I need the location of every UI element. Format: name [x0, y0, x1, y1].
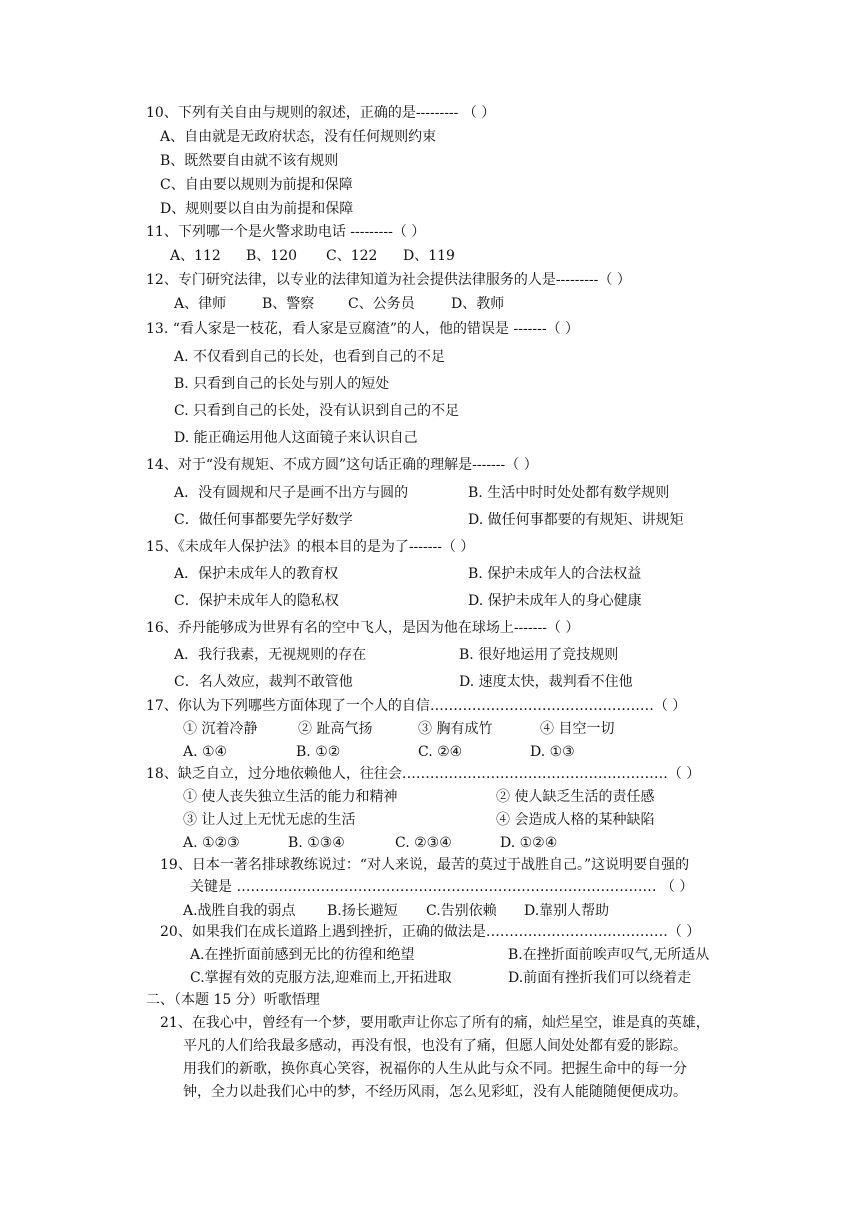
question-17-item-2: ② 趾高气扬: [298, 721, 373, 737]
question-16-option-a: A．我行我素，无视规则的存在: [174, 647, 367, 663]
question-16-stem: 16、乔丹能够成为世界有名的空中飞人，是因为他在球场上-------（ ）: [146, 620, 580, 636]
question-13-option-d: D. 能正确运用他人这面镜子来认识自己: [174, 430, 418, 446]
question-11-option-a: A、112: [170, 248, 221, 264]
question-13-option-c: C. 只看到自己的长处，没有认识到自己的不足: [174, 403, 460, 419]
question-16-option-c: C．名人效应，裁判不敢管他: [174, 674, 353, 690]
question-18-item-1: ① 使人丧失独立生活的能力和精神: [183, 789, 398, 805]
question-21-line-2: 平凡的人们给我最多感动，再没有恨，也没有了痛，但愿人间处处都有爱的影踪。: [183, 1038, 687, 1054]
question-17-item-1: ① 沉着冷静: [183, 721, 258, 737]
question-19-stem-line-1: 19、日本一著名排球教练说过：“对人来说，最苦的莫过于战胜自己。”这说明要自强的: [160, 857, 690, 873]
question-17-stem: 17、你认为下列哪些方面体现了一个人的自信…………………………………………（ ）: [146, 698, 687, 714]
question-13-option-a: A. 不仅看到自己的长处，也看到自己的不足: [174, 349, 446, 365]
question-18-stem: 18、缺乏自立，过分地依赖他人，往往会…………………………………………………（ ）: [146, 766, 701, 782]
question-15-option-b: B. 保护未成年人的合法权益: [468, 566, 642, 582]
question-10-option-d: D、规则要以自由为前提和保障: [160, 201, 354, 217]
question-18-item-2: ② 使人缺乏生活的责任感: [496, 789, 655, 805]
question-12-option-a: A、律师: [174, 296, 227, 312]
question-11-option-c: C、122: [326, 248, 378, 264]
question-10-option-b: B、既然要自由就不该有规则: [160, 153, 339, 169]
question-14-stem: 14、对于“没有规矩、不成方圆”这句话正确的理解是-------（ ）: [146, 457, 538, 473]
question-14-option-d: D. 做任何事都要的有规矩、讲规矩: [468, 512, 684, 528]
question-10-option-a: A、自由就是无政府状态，没有任何规则约束: [160, 129, 437, 145]
question-21-line-1: 21、在我心中，曾经有一个梦，要用歌声让你忘了所有的痛，灿烂星空，谁是真的英雄，: [160, 1015, 710, 1031]
question-16-option-d: D. 速度太快，裁判看不住他: [459, 674, 633, 690]
question-12-option-c: C、公务员: [348, 296, 415, 312]
question-20-option-b: B.在挫折面前唉声叹气,无所适从: [508, 947, 710, 963]
question-19-option-b: B.扬长避短: [327, 903, 398, 919]
question-12-stem: 12、专门研究法律，以专业的法律知道为社会提供法律服务的人是---------（ ）: [146, 272, 631, 288]
question-12-option-d: D、教师: [451, 296, 505, 312]
question-13-option-b: B. 只看到自己的长处与别人的短处: [174, 376, 390, 392]
question-18-option-d: D. ①②④: [500, 835, 558, 851]
question-20-option-a: A.在挫折面前感到无比的彷徨和绝望: [190, 947, 415, 963]
question-14-option-b: B. 生活中时时处处都有数学规则: [468, 485, 670, 501]
question-18-option-b: B. ①③④: [288, 835, 345, 851]
question-18-item-3: ③ 让人过上无忧无虑的生活: [183, 812, 356, 828]
question-17-option-c: C. ②④: [418, 744, 463, 760]
question-18-option-c: C. ②③④: [395, 835, 452, 851]
question-17-item-3: ③ 胸有成竹: [418, 721, 493, 737]
question-20-option-c: C.掌握有效的克服方法,迎难而上,开拓进取: [190, 970, 452, 986]
question-14-option-c: C．做任何事都要先学好数学: [174, 512, 353, 528]
question-13-stem: 13. “看人家是一枝花，看人家是豆腐渣”的人，他的错误是 -------（ ）: [146, 321, 580, 337]
question-21-line-3: 用我们的新歌，换你真心笑容，祝福你的人生从此与众不同。把握生命中的每一分: [183, 1061, 687, 1077]
question-11-option-b: B、120: [246, 248, 298, 264]
question-10-stem: 10、下列有关自由与规则的叙述，正确的是--------- （ ）: [146, 105, 496, 121]
question-19-option-d: D.靠别人帮助: [524, 903, 610, 919]
question-14-option-a: A．没有圆规和尺子是画不出方与圆的: [174, 485, 409, 501]
question-11-stem: 11、下列哪一个是火警求助电话 ---------（ ）: [146, 224, 426, 240]
question-17-option-d: D. ①③: [530, 744, 575, 760]
question-15-stem: 15、《未成年人保护法》的根本目的是为了-------（ ）: [146, 539, 475, 555]
question-15-option-a: A．保护未成年人的教育权: [174, 566, 339, 582]
question-20-stem: 20、如果我们在成长道路上遇到挫折，正确的做法是…………………………………（ ）: [160, 924, 701, 940]
question-17-option-b: B. ①②: [296, 744, 341, 760]
question-19-stem-line-2: 关键是 ……………………………………………………………………………… （ ）: [190, 879, 694, 895]
question-19-option-a: A.战胜自我的弱点: [183, 903, 296, 919]
question-18-item-4: ④ 会造成人格的某种缺陷: [496, 812, 655, 828]
question-21-line-4: 钟，全力以赴我们心中的梦，不经历风雨，怎么见彩虹，没有人能随随便便成功。: [183, 1084, 687, 1100]
question-12-option-b: B、警察: [262, 296, 315, 312]
question-15-option-c: C．保护未成年人的隐私权: [174, 593, 339, 609]
question-15-option-d: D. 保护未成年人的身心健康: [468, 593, 642, 609]
question-18-option-a: A. ①②③: [183, 835, 240, 851]
question-11-option-d: D、119: [403, 248, 455, 264]
question-16-option-b: B. 很好地运用了竞技规则: [459, 647, 619, 663]
question-19-option-c: C.告别依赖: [426, 903, 497, 919]
question-20-option-d: D.前面有挫折我们可以绕着走: [508, 970, 692, 986]
question-10-option-c: C、自由要以规则为前提和保障: [160, 177, 353, 193]
question-17-option-a: A. ①④: [183, 744, 228, 760]
section-2-heading: 二、（本题 15 分）听歌悟理: [146, 992, 320, 1008]
question-17-item-4: ④ 目空一切: [540, 721, 615, 737]
